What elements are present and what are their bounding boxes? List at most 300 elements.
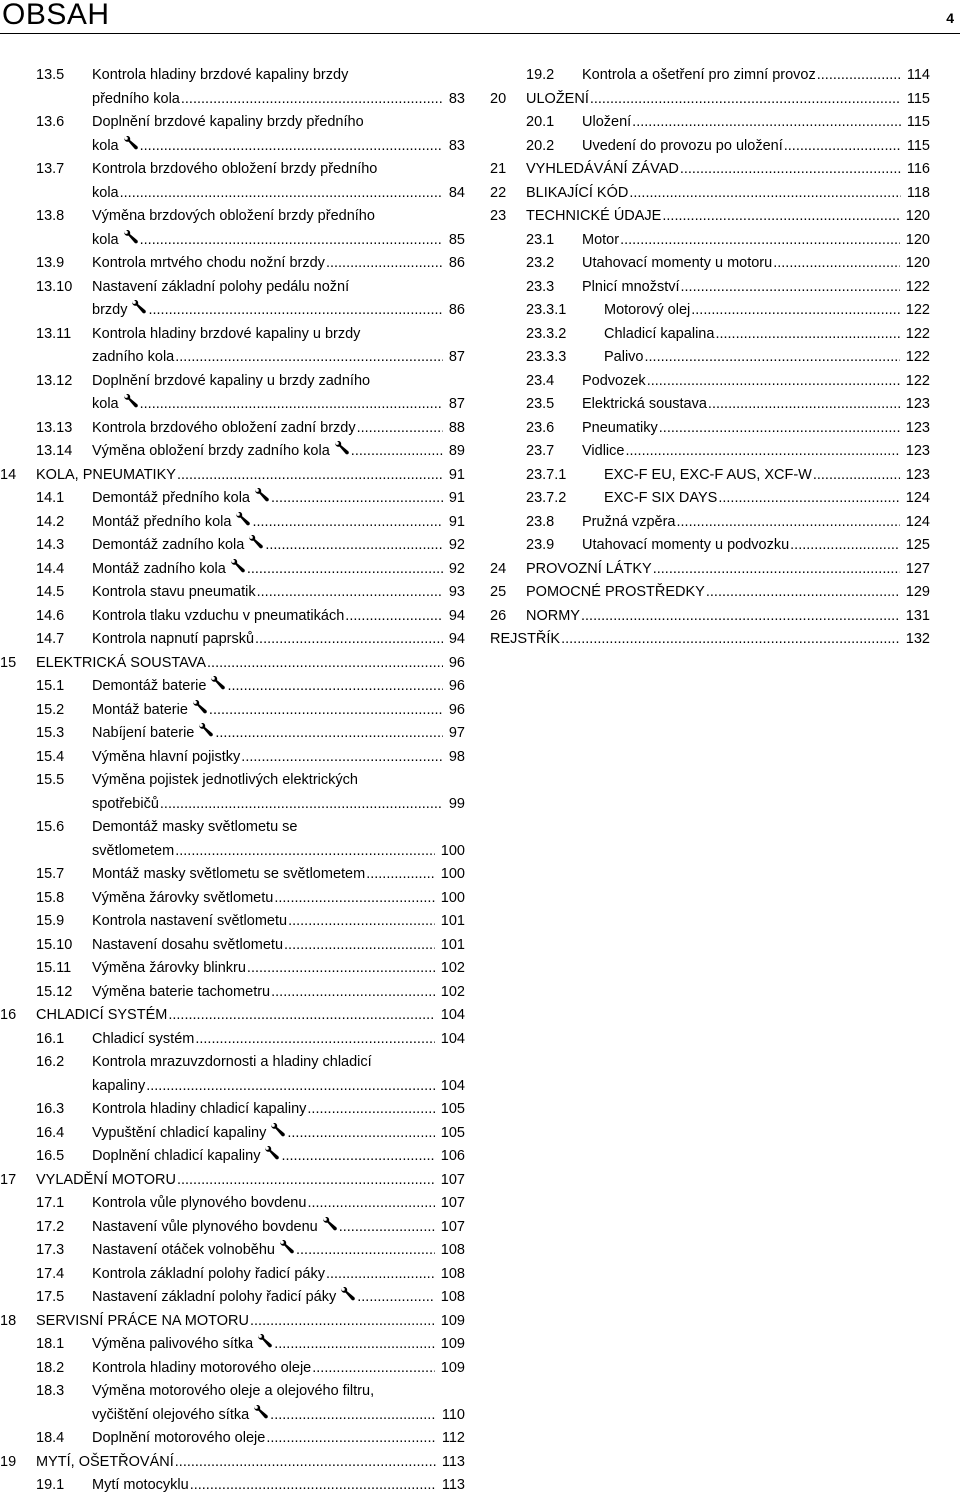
toc-entry-number: 14.2 xyxy=(36,513,65,530)
toc-entry-page: 123 xyxy=(905,466,930,483)
toc-entry-title: SERVISNÍ PRÁCE NA MOTORU xyxy=(36,1312,249,1329)
toc-entry-page: 101 xyxy=(440,936,465,953)
toc-entry-number: 14.4 xyxy=(36,560,65,577)
toc-entry-title: spotřebičů xyxy=(92,795,159,812)
toc-entry[interactable] xyxy=(0,1333,465,1357)
toc-entry[interactable] xyxy=(0,1474,465,1498)
dot-leader xyxy=(181,88,443,112)
toc-entry[interactable] xyxy=(0,1404,465,1428)
toc-entry-number: 25 xyxy=(490,584,507,600)
toc-entry[interactable] xyxy=(0,1310,465,1334)
toc-entry-page: 102 xyxy=(440,960,465,976)
toc-entry[interactable] xyxy=(0,793,465,817)
toc-entry-number: 14.6 xyxy=(36,607,65,624)
wrench-icon xyxy=(248,534,264,548)
toc-entry-number: 19 xyxy=(0,1453,17,1470)
toc-entry[interactable] xyxy=(0,1145,465,1169)
toc-entry-page: 115 xyxy=(906,137,930,154)
toc-entry[interactable] xyxy=(490,299,930,323)
toc-entry-page: 122 xyxy=(905,302,930,318)
toc-entry-number: 15 xyxy=(0,654,17,671)
toc-entry[interactable] xyxy=(490,252,930,276)
dot-leader xyxy=(252,511,442,535)
dot-leader xyxy=(274,1333,435,1357)
toc-entry[interactable] xyxy=(0,863,465,887)
toc-entry-title: VYLADĚNÍ MOTORU xyxy=(36,1171,176,1188)
dot-leader xyxy=(250,1310,435,1334)
toc-entry[interactable] xyxy=(0,1216,465,1240)
toc-entry-page: 120 xyxy=(905,231,930,248)
toc-entry[interactable] xyxy=(490,111,930,135)
dot-leader xyxy=(271,487,443,511)
wrench-icon xyxy=(131,299,147,313)
dot-leader xyxy=(140,393,443,417)
dot-leader xyxy=(691,299,900,323)
toc-entry-number: 23.2 xyxy=(526,255,555,271)
dot-leader xyxy=(207,652,443,676)
toc-entry[interactable] xyxy=(490,135,930,159)
toc-entry-title: Demontáž předního kola xyxy=(92,490,250,506)
toc-entry[interactable] xyxy=(0,511,465,535)
toc-entry-number: 18.1 xyxy=(36,1336,65,1352)
toc-entry-number: 20.2 xyxy=(526,137,555,154)
toc-entry-title: Kontrola vůle plynového bovdenu xyxy=(92,1195,307,1211)
toc-entry-page: 101 xyxy=(440,913,465,929)
dot-leader xyxy=(274,887,434,911)
toc-entry-page: 83 xyxy=(448,137,465,154)
dot-leader xyxy=(271,981,435,1005)
toc-entry-number: 13.6 xyxy=(36,114,65,130)
toc-entry[interactable] xyxy=(0,1098,465,1122)
dot-leader xyxy=(708,393,900,417)
toc-entry[interactable] xyxy=(490,628,930,652)
dot-leader xyxy=(345,605,443,629)
toc-entry[interactable] xyxy=(0,910,465,934)
toc-entry[interactable] xyxy=(0,652,465,676)
toc-entry[interactable] xyxy=(0,1451,465,1475)
dot-leader xyxy=(706,581,900,605)
toc-entry[interactable] xyxy=(490,323,930,347)
toc-entry-title: PROVOZNÍ LÁTKY xyxy=(526,560,652,577)
toc-entry-number: 13.7 xyxy=(36,161,65,177)
toc-entry-number: 14.5 xyxy=(36,584,65,600)
toc-entry[interactable] xyxy=(0,722,465,746)
toc-entry-number: 13.8 xyxy=(36,208,65,224)
toc-entry-number: 18 xyxy=(0,1312,17,1329)
toc-entry-number: 15.8 xyxy=(36,889,65,906)
toc-entry-page: 94 xyxy=(448,607,465,624)
toc-entry[interactable] xyxy=(0,464,465,488)
toc-entry[interactable] xyxy=(0,1427,465,1451)
toc-entry-number: 16.4 xyxy=(36,1124,65,1141)
toc-entry-number: 15.7 xyxy=(36,866,65,882)
toc-entry-page: 129 xyxy=(905,584,930,600)
toc-entry-wrapped-line xyxy=(0,111,465,135)
dot-leader xyxy=(168,1004,434,1028)
dot-leader xyxy=(247,957,435,981)
dot-leader xyxy=(175,840,435,864)
toc-entry[interactable] xyxy=(490,534,930,558)
toc-entry-number: 23.9 xyxy=(526,537,555,553)
toc-entry-page: 107 xyxy=(440,1171,465,1188)
toc-entry-number: 13.10 xyxy=(36,278,73,295)
dot-leader xyxy=(307,1192,434,1216)
toc-entry[interactable] xyxy=(0,346,465,370)
dot-leader xyxy=(625,440,899,464)
dot-leader xyxy=(307,1098,434,1122)
toc-entry[interactable] xyxy=(0,675,465,699)
toc-column-right xyxy=(490,64,930,652)
toc-entry[interactable] xyxy=(490,346,930,370)
wrench-icon xyxy=(192,699,208,713)
toc-entry-page: 83 xyxy=(448,90,465,107)
toc-entry-title: Montáž předního kola xyxy=(92,513,232,530)
toc-entry-title: Kontrola hladiny motorového oleje xyxy=(92,1359,312,1376)
toc-entry-title: Motorový olej xyxy=(604,302,691,318)
toc-entry[interactable] xyxy=(490,605,930,629)
toc-entry-number: 16.1 xyxy=(36,1030,65,1047)
toc-entry-title: REJSTŘÍK xyxy=(490,631,561,647)
toc-entry[interactable] xyxy=(0,887,465,911)
toc-entry[interactable] xyxy=(490,158,930,182)
toc-entry[interactable] xyxy=(0,135,465,159)
toc-entry[interactable] xyxy=(490,393,930,417)
toc-entry-title: BLIKAJÍCÍ KÓD xyxy=(526,184,629,201)
toc-entry[interactable] xyxy=(0,934,465,958)
toc-entry-title: Výměna žárovky světlometu xyxy=(92,889,274,906)
toc-entry-number: 15.5 xyxy=(36,772,65,788)
toc-entry-title: Výměna baterie tachometru xyxy=(92,983,271,1000)
dot-leader xyxy=(288,910,435,934)
toc-entry[interactable] xyxy=(0,1028,465,1052)
toc-entry-number: 13.13 xyxy=(36,419,73,436)
toc-entry[interactable] xyxy=(490,276,930,300)
toc-entry-number: 19.2 xyxy=(526,67,555,83)
toc-entry-number: 16.5 xyxy=(36,1148,65,1164)
toc-entry[interactable] xyxy=(0,299,465,323)
dot-leader xyxy=(718,487,899,511)
dot-leader xyxy=(209,699,443,723)
toc-entry[interactable] xyxy=(490,581,930,605)
toc-entry[interactable] xyxy=(0,534,465,558)
toc-entry[interactable] xyxy=(0,1263,465,1287)
toc-entry-number: 14.7 xyxy=(36,631,65,647)
dot-leader xyxy=(773,252,900,276)
toc-entry-page: 109 xyxy=(440,1359,465,1376)
toc-entry-number: 13.14 xyxy=(36,443,73,459)
toc-entry-title: kola xyxy=(92,396,119,412)
toc-entry-title: Vidlice xyxy=(582,443,625,459)
dot-leader xyxy=(266,1427,436,1451)
toc-entry-title: Kontrola mrazuvzdornosti a hladiny chladicí xyxy=(92,1054,372,1070)
toc-entry-page: 131 xyxy=(905,607,930,624)
wrench-icon xyxy=(257,1333,273,1347)
toc-entry-number: 13.12 xyxy=(36,372,73,389)
toc-entry-page: 115 xyxy=(906,114,930,130)
toc-entry-number: 14.3 xyxy=(36,537,65,553)
toc-entry-page: 85 xyxy=(448,231,465,248)
dot-leader xyxy=(680,158,901,182)
header-rule xyxy=(0,33,960,34)
toc-entry-wrapped-line xyxy=(0,323,465,347)
toc-entry[interactable] xyxy=(0,840,465,864)
toc-entry-number: 14.1 xyxy=(36,490,65,506)
toc-entry-title: Demontáž masky světlometu se xyxy=(92,819,298,835)
toc-entry[interactable] xyxy=(0,628,465,652)
wrench-icon xyxy=(123,135,139,149)
toc-entry-title: Kontrola mrtvého chodu nožní brzdy xyxy=(92,255,325,271)
dot-leader xyxy=(357,417,443,441)
page-header xyxy=(0,0,960,36)
toc-entry-wrapped-line xyxy=(0,205,465,229)
toc-entry-page: 104 xyxy=(440,1007,465,1023)
dot-leader xyxy=(645,346,900,370)
toc-entry[interactable] xyxy=(0,746,465,770)
toc-entry-number: 23.1 xyxy=(526,231,555,248)
dot-leader xyxy=(581,605,900,629)
toc-entry-title: NORMY xyxy=(526,607,580,624)
wrench-icon xyxy=(279,1239,295,1253)
toc-entry[interactable] xyxy=(0,605,465,629)
dot-leader xyxy=(247,558,443,582)
toc-entry-number: 17.5 xyxy=(36,1289,65,1305)
toc-entry[interactable] xyxy=(490,464,930,488)
toc-entry-title: zadního kola xyxy=(92,349,175,365)
dot-leader xyxy=(339,1216,435,1240)
dot-leader xyxy=(326,1263,435,1287)
toc-entry-number: 21 xyxy=(490,161,507,177)
toc-entry-number: 23.8 xyxy=(526,513,555,530)
toc-entry-page: 86 xyxy=(448,255,465,271)
toc-entry-page: 84 xyxy=(448,184,465,201)
toc-entry[interactable] xyxy=(0,393,465,417)
dot-leader xyxy=(120,182,443,206)
toc-entry-title: POMOCNÉ PROSTŘEDKY xyxy=(526,584,705,600)
toc-entry-page: 87 xyxy=(448,349,465,365)
toc-entry-number: 15.10 xyxy=(36,936,73,953)
toc-entry[interactable] xyxy=(490,417,930,441)
toc-entry-page: 91 xyxy=(448,490,465,506)
toc-entry-page: 114 xyxy=(906,67,930,83)
toc-entry-title: Uložení xyxy=(582,114,632,130)
toc-entry[interactable] xyxy=(0,558,465,582)
toc-entry-title: Výměna žárovky blinkru xyxy=(92,960,246,976)
toc-entry[interactable] xyxy=(0,981,465,1005)
toc-entry-page: 102 xyxy=(440,983,465,1000)
dot-leader xyxy=(677,511,900,535)
dot-leader xyxy=(590,88,901,112)
toc-entry-page: 93 xyxy=(448,584,465,600)
toc-entry-wrapped-line xyxy=(0,64,465,88)
toc-entry-page: 100 xyxy=(440,866,465,882)
toc-entry[interactable] xyxy=(0,1286,465,1310)
toc-entry-page: 109 xyxy=(440,1312,465,1329)
dot-leader xyxy=(265,534,443,558)
toc-entry[interactable] xyxy=(0,229,465,253)
toc-entry-number: 16 xyxy=(0,1007,17,1023)
dot-leader xyxy=(629,182,901,206)
toc-entry-title: Nabíjení baterie xyxy=(92,725,195,741)
toc-entry-title: Kontrola hladiny chladicí kapaliny xyxy=(92,1101,307,1117)
toc-entry[interactable] xyxy=(0,1357,465,1381)
toc-entry[interactable] xyxy=(0,252,465,276)
toc-entry-title: Podvozek xyxy=(582,372,646,389)
toc-entry[interactable] xyxy=(490,229,930,253)
toc-entry-title: Demontáž baterie xyxy=(92,678,207,694)
dot-leader xyxy=(215,722,442,746)
toc-entry-number: 26 xyxy=(490,607,507,624)
toc-entry-title: Kontrola a ošetření pro zimní provoz xyxy=(582,67,816,83)
toc-entry-title: Kontrola tlaku vzduchu v pneumatikách xyxy=(92,607,345,624)
toc-entry-page: 97 xyxy=(448,725,465,741)
toc-entry-number: 17.1 xyxy=(36,1195,65,1211)
toc-entry-title: kapaliny xyxy=(92,1077,146,1094)
toc-entry-title: Nastavení otáček volnoběhu xyxy=(92,1242,275,1258)
dot-leader xyxy=(255,628,443,652)
dot-leader xyxy=(140,135,443,159)
toc-entry-number: 16.3 xyxy=(36,1101,65,1117)
toc-entry-number: 23.3.1 xyxy=(526,302,567,318)
toc-entry-page: 107 xyxy=(440,1218,465,1235)
toc-entry-title: ELEKTRICKÁ SOUSTAVA xyxy=(36,654,207,671)
toc-entry-title: Montáž baterie xyxy=(92,701,188,718)
toc-entry[interactable] xyxy=(490,182,930,206)
toc-entry[interactable] xyxy=(0,88,465,112)
toc-entry[interactable] xyxy=(490,370,930,394)
toc-entry[interactable] xyxy=(0,417,465,441)
toc-entry-title: Výměna hlavní pojistky xyxy=(92,748,241,765)
toc-entry[interactable] xyxy=(0,182,465,206)
dot-leader xyxy=(195,1028,434,1052)
toc-entry-title: Demontáž zadního kola xyxy=(92,537,245,553)
wrench-icon xyxy=(123,229,139,243)
dot-leader xyxy=(326,252,443,276)
toc-entry-page: 110 xyxy=(441,1406,465,1423)
dot-leader xyxy=(357,1286,435,1310)
toc-entry-title: Nastavení základní polohy řadicí páky xyxy=(92,1289,337,1305)
dot-leader xyxy=(177,1169,435,1193)
toc-entry-page: 115 xyxy=(906,90,930,107)
toc-entry-page: 109 xyxy=(440,1336,465,1352)
toc-entry-page: 105 xyxy=(440,1101,465,1117)
wrench-icon xyxy=(334,440,350,454)
toc-entry[interactable] xyxy=(0,699,465,723)
toc-entry-page: 122 xyxy=(905,278,930,295)
toc-entry[interactable] xyxy=(0,1122,465,1146)
dot-leader xyxy=(160,793,443,817)
toc-entry-title: Montáž zadního kola xyxy=(92,560,226,577)
toc-entry-number: 23.7 xyxy=(526,443,555,459)
dot-leader xyxy=(662,205,899,229)
wrench-icon xyxy=(340,1286,356,1300)
toc-entry-title: Utahovací momenty u motoru xyxy=(582,255,773,271)
toc-entry-title: kola xyxy=(92,184,119,201)
toc-entry-wrapped-line xyxy=(0,769,465,793)
toc-entry-page: 107 xyxy=(440,1195,465,1211)
dot-leader xyxy=(281,1145,434,1169)
dot-leader xyxy=(784,135,901,159)
dot-leader xyxy=(817,64,901,88)
toc-entry-title: VYHLEDÁVÁNÍ ZÁVAD xyxy=(526,161,679,177)
toc-entry-title: kola xyxy=(92,231,119,248)
toc-entry[interactable] xyxy=(490,440,930,464)
dot-leader xyxy=(284,934,435,958)
toc-entry-number: 18.2 xyxy=(36,1359,65,1376)
toc-entry-wrapped-line xyxy=(0,276,465,300)
toc-entry-title: kola xyxy=(92,137,119,154)
toc-entry-number: 20.1 xyxy=(526,114,555,130)
dot-leader xyxy=(270,1404,436,1428)
toc-entry[interactable] xyxy=(490,487,930,511)
toc-entry-title: Pneumatiky xyxy=(582,419,658,436)
toc-entry-title: EXC-F SIX DAYS xyxy=(604,490,718,506)
toc-entry-title: Uvedení do provozu po uložení xyxy=(582,137,783,154)
toc-entry-title: Doplnění brzdové kapaliny brzdy předního xyxy=(92,114,364,130)
toc-entry[interactable] xyxy=(490,88,930,112)
toc-entry-page: 92 xyxy=(448,560,465,577)
wrench-icon xyxy=(253,1404,269,1418)
toc-entry-number: 14 xyxy=(0,466,17,483)
toc-entry-title: Nastavení vůle plynového bovdenu xyxy=(92,1218,318,1235)
toc-entry-title: Chladicí kapalina xyxy=(604,325,715,342)
toc-entry-page: 108 xyxy=(440,1242,465,1258)
toc-entry-page: 96 xyxy=(448,654,465,671)
toc-entry-page: 106 xyxy=(440,1148,465,1164)
toc-entry-title: Kontrola nastavení světlometu xyxy=(92,913,288,929)
dot-leader xyxy=(790,534,900,558)
toc-entry-title: brzdy xyxy=(92,302,128,318)
toc-entry-number: 17.2 xyxy=(36,1218,65,1235)
toc-entry-page: 123 xyxy=(905,396,930,412)
toc-entry[interactable] xyxy=(0,1075,465,1099)
toc-entry-title: Nastavení základní polohy pedálu nožní xyxy=(92,278,350,295)
toc-entry-title: Nastavení dosahu světlometu xyxy=(92,936,284,953)
toc-entry-title: předního kola xyxy=(92,90,180,107)
toc-entry[interactable] xyxy=(490,205,930,229)
dot-leader xyxy=(190,1474,436,1498)
dot-leader xyxy=(177,464,443,488)
toc-entry-number: 17 xyxy=(0,1171,17,1188)
toc-entry[interactable] xyxy=(0,440,465,464)
toc-entry[interactable] xyxy=(490,558,930,582)
toc-entry-page: 98 xyxy=(448,748,465,765)
toc-entry-title: KOLA, PNEUMATIKY xyxy=(36,466,176,483)
toc-entry-page: 123 xyxy=(905,419,930,436)
toc-entry[interactable] xyxy=(0,487,465,511)
toc-entry[interactable] xyxy=(0,1192,465,1216)
dot-leader xyxy=(287,1122,434,1146)
toc-entry-title: Utahovací momenty u podvozku xyxy=(582,537,790,553)
wrench-icon xyxy=(264,1145,280,1159)
toc-entry[interactable] xyxy=(490,64,930,88)
toc-entry[interactable] xyxy=(490,511,930,535)
toc-entry-page: 99 xyxy=(448,795,465,812)
toc-entry-number: 23.3.2 xyxy=(526,325,567,342)
toc-entry[interactable] xyxy=(0,957,465,981)
toc-entry-number: 16.2 xyxy=(36,1054,65,1070)
toc-entry-number: 24 xyxy=(490,560,507,577)
toc-entry-number: 15.12 xyxy=(36,983,73,1000)
toc-entry-page: 89 xyxy=(448,443,465,459)
toc-entry[interactable] xyxy=(0,581,465,605)
toc-entry-title: Elektrická soustava xyxy=(582,396,707,412)
toc-entry[interactable] xyxy=(0,1169,465,1193)
toc-entry[interactable] xyxy=(0,1239,465,1263)
toc-entry-page: 120 xyxy=(905,255,930,271)
wrench-icon xyxy=(230,558,246,572)
toc-entry-number: 18.4 xyxy=(36,1430,65,1446)
toc-entry[interactable] xyxy=(0,1004,465,1028)
